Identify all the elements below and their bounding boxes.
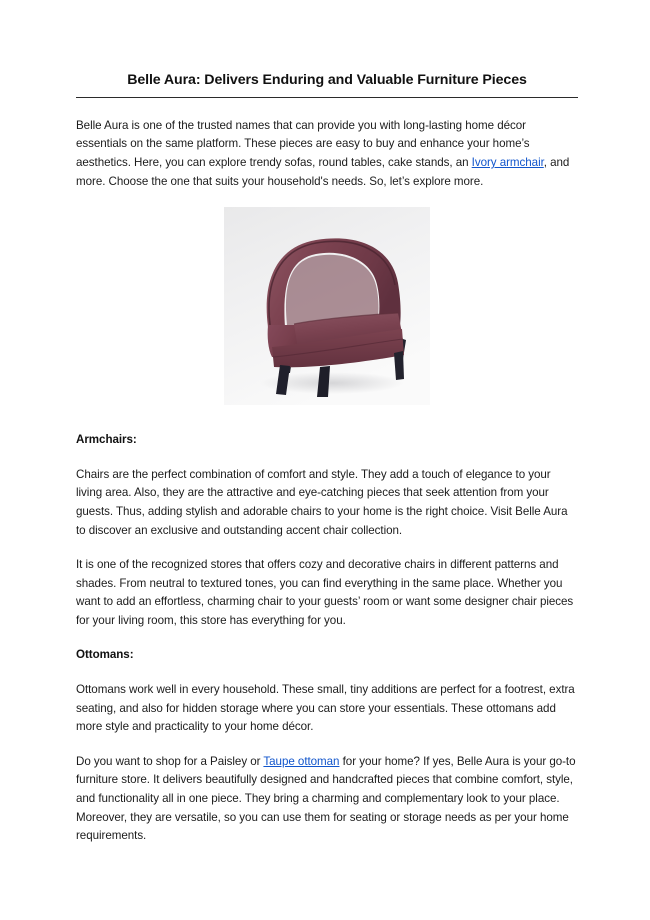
section-heading-ottomans: Ottomans: — [76, 648, 134, 662]
ottomans-paragraph-2 — [76, 753, 578, 846]
product-figure — [76, 207, 578, 405]
document-body — [76, 72, 578, 862]
section-heading-armchairs: Armchairs: — [76, 433, 137, 447]
ottomans-text-after-link: for your home? If yes, Belle Aura is your go-to furniture store. It delivers beautifully designed and handcrafted pieces that combine comfort, style, and functionality all in one piece. They bring a charming and complementary look to your place. Moreover, they are versatile, so you can use them for seating or storage needs as per your home requirements. — [76, 754, 576, 843]
armchair-product-image — [224, 207, 430, 405]
intro-text-before-link: Belle Aura is one of the trusted names that can provide you with long-lasting home décor essentials on the same platform. These pieces are easy to buy and enhance your home’s aesthetics. Here, you can explore trendy sofas, round tables, cake stands, an — [76, 118, 530, 169]
ottomans-text-before-link: Do you want to shop for a Paisley or — [76, 754, 264, 768]
ivory-armchair-link[interactable]: Ivory armchair — [471, 155, 544, 169]
ottomans-paragraph-1: Ottomans work well in every household. These small, tiny additions are perfect for a footrest, extra seating, and also for hidden storage where you can store your essentials. These ottomans add more style and practicality to your home décor. — [76, 683, 575, 734]
title-divider — [76, 97, 578, 98]
intro-text-after-link: , and more. Choose the one that suits your household's needs. So, let’s explore more. — [76, 155, 570, 188]
taupe-ottoman-link[interactable]: Taupe ottoman — [263, 754, 340, 768]
armchairs-paragraph-2: It is one of the recognized stores that offers cozy and decorative chairs in different patterns and shades. From neutral to textured tones, you can find everything in the same place. Whether you want to add an effortless, charming chair to your guests’ room or want some designer chair pieces for your living room, this store has everything for you. — [76, 558, 574, 627]
intro-paragraph — [76, 117, 578, 191]
page-title: Belle Aura: Delivers Enduring and Valuable Furniture Pieces — [127, 72, 527, 88]
armchairs-paragraph-1: Chairs are the perfect combination of comfort and style. They add a touch of elegance to your living area. Also, they are the attractive and eye-catching pieces that seek attention from your guests. Thus, adding stylish and adorable chairs to your home is the right choice. Visit Belle Aura to discover an exclusive and outstanding accent chair collection. — [76, 467, 568, 537]
